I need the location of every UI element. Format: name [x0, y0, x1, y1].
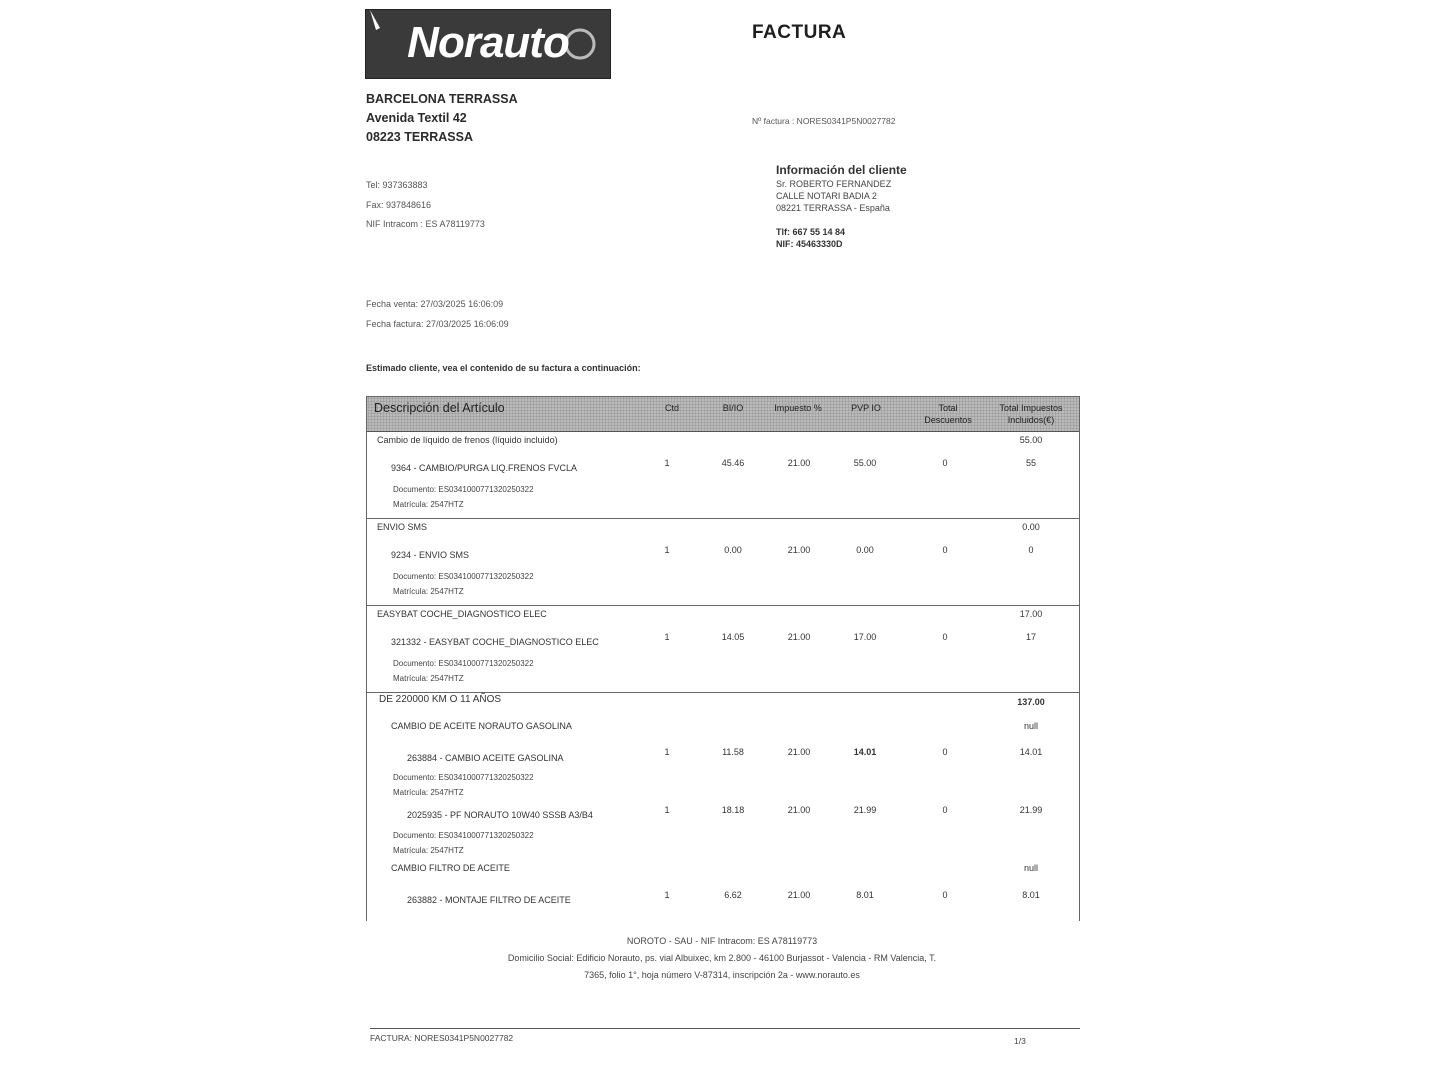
col-qty-header: Ctd [664, 403, 679, 413]
subgroup-total: null [1023, 863, 1038, 873]
line-base: 6.62 [724, 890, 742, 900]
line-qty: 1 [664, 458, 670, 468]
line-disc: 0 [942, 458, 948, 468]
line-pvp: 14.01 [853, 747, 877, 757]
page-number: 1/3 [1014, 1036, 1026, 1046]
norauto-logo [365, 9, 611, 79]
line-desc: 321332 - EASYBAT COCHE_DIAGNOSTICO ELEC [391, 637, 599, 647]
line-disc: 0 [942, 545, 948, 555]
line-disc: 0 [942, 632, 948, 642]
company-line: Domicilio Social: Edificio Norauto, ps. vial Albuixec, km 2.800 - 46100 Burjassot - Valencia - RM Valencia, T. [507, 953, 937, 963]
line-total: 0 [1028, 545, 1034, 555]
group-total: 0.00 [1022, 522, 1040, 532]
line-plate: Matrícula: 2547HTZ [393, 587, 464, 596]
store-tel: Tel: 937363883 [366, 180, 428, 190]
line-qty: 1 [664, 747, 670, 757]
line-pvp: 0.00 [856, 545, 874, 555]
line-base: 18.18 [721, 805, 745, 815]
client-city: 08221 TERRASSA - España [776, 203, 890, 213]
company-info [366, 933, 1078, 984]
line-document: Documento: ES0341000771320250322 [393, 572, 534, 581]
store-city: 08223 TERRASSA [366, 130, 473, 144]
line-total: 17 [1025, 632, 1036, 642]
invoice-date: Fecha factura: 27/03/2025 16:06:09 [366, 319, 509, 329]
col-pvp-header: PVP IO [851, 403, 881, 413]
line-tax: 21.00 [787, 890, 811, 900]
col-disc-header: Total Descuentos [924, 403, 972, 425]
store-nif: NIF Intracom : ES A78119773 [366, 219, 485, 229]
line-base: 45.46 [721, 458, 745, 468]
line-base: 11.58 [722, 747, 744, 757]
line-desc: 263884 - CAMBIO ACEITE GASOLINA [407, 753, 564, 763]
client-phone: Tlf: 667 55 14 84 [776, 227, 846, 237]
col-base-header: BI/IO [722, 403, 744, 413]
line-disc: 0 [942, 805, 948, 815]
logo-text: Norauto [407, 18, 569, 67]
line-plate: Matrícula: 2547HTZ [393, 788, 464, 797]
col-total-header: Total Impuestos Incluidos(€) [999, 403, 1063, 425]
line-total: 14.01 [1019, 747, 1043, 757]
col-tax-header: Impuesto % [774, 403, 822, 413]
group-total: 17.00 [1019, 609, 1043, 619]
sale-date: Fecha venta: 27/03/2025 16:06:09 [366, 299, 504, 309]
store-contact [366, 176, 485, 235]
line-tax: 21.00 [787, 805, 811, 815]
invoice-dates [366, 294, 509, 334]
line-document: Documento: ES0341000771320250322 [393, 831, 534, 840]
line-plate: Matrícula: 2547HTZ [393, 674, 464, 683]
line-qty: 1 [664, 545, 670, 555]
line-qty: 1 [664, 632, 670, 642]
line-disc: 0 [942, 747, 948, 757]
line-tax: 21.00 [787, 632, 811, 642]
line-qty: 1 [664, 805, 670, 815]
group-total: 137.00 [1017, 697, 1045, 707]
table-group [367, 606, 1079, 693]
line-pvp: 8.01 [856, 890, 874, 900]
footer-invoice-ref: FACTURA: NORES0341P5N0027782 [370, 1033, 514, 1043]
client-info [776, 163, 907, 250]
table-header [367, 397, 1079, 432]
line-desc: 9364 - CAMBIO/PURGA LIQ.FRENOS FVCLA [391, 463, 578, 473]
group-title: Cambio de líquido de frenos (líquido incluido) [377, 435, 558, 445]
store-address [366, 90, 518, 147]
subgroup-title: CAMBIO DE ACEITE NORAUTO GASOLINA [391, 721, 572, 731]
table-group [367, 519, 1079, 606]
intro-text: Estimado cliente, vea el contenido de su factura a continuación: [366, 363, 641, 373]
line-pvp: 17.00 [853, 632, 877, 642]
group-title: EASYBAT COCHE_DIAGNOSTICO ELEC [377, 609, 547, 619]
store-name: BARCELONA TERRASSA [366, 92, 518, 106]
line-plate: Matrícula: 2547HTZ [393, 500, 464, 509]
line-base: 0.00 [724, 545, 742, 555]
line-total: 8.01 [1022, 890, 1040, 900]
store-fax: Fax: 937848616 [366, 199, 432, 210]
line-base: 14.05 [721, 632, 745, 642]
subgroup-total: null [1023, 721, 1038, 731]
line-document: Documento: ES0341000771320250322 [393, 773, 534, 782]
document-title: FACTURA [752, 22, 847, 43]
col-desc-header: Descripción del Artículo [374, 401, 505, 415]
group-title: ENVIO SMS [377, 522, 428, 532]
group-title: DE 220000 KM O 11 AÑOS [379, 694, 502, 705]
company-line: 7365, folio 1°, hoja número V-87314, inscripción 2a - www.norauto.es [584, 970, 860, 980]
line-tax: 21.00 [787, 458, 811, 468]
footer-divider [370, 1028, 1080, 1029]
line-pvp: 55.00 [853, 458, 877, 468]
line-tax: 21.00 [787, 545, 811, 555]
table-group [367, 693, 1079, 919]
line-plate: Matrícula: 2547HTZ [393, 846, 464, 855]
line-total: 21.99 [1019, 805, 1043, 815]
table-group [367, 432, 1079, 519]
group-total: 55.00 [1019, 435, 1043, 445]
line-total: 55 [1025, 458, 1036, 468]
line-desc: 9234 - ENVIO SMS [391, 550, 470, 560]
line-qty: 1 [664, 890, 670, 900]
client-heading: Información del cliente [776, 163, 907, 177]
company-line: NOROTO - SAU - NIF Intracom: ES A78119773 [626, 936, 818, 946]
client-name: Sr. ROBERTO FERNANDEZ [776, 179, 892, 189]
invoice-number: Nº factura : NORES0341P5N0027782 [752, 116, 896, 126]
invoice-table [366, 396, 1080, 921]
line-document: Documento: ES0341000771320250322 [393, 485, 534, 494]
line-desc: 2025935 - PF NORAUTO 10W40 SSSB A3/B4 [407, 810, 593, 820]
subgroup-title: CAMBIO FILTRO DE ACEITE [391, 863, 510, 873]
client-street: CALLE NOTARI BADIA 2 [776, 191, 877, 201]
line-document: Documento: ES0341000771320250322 [393, 659, 534, 668]
line-tax: 21.00 [787, 747, 811, 757]
client-nif: NIF: 45463330D [776, 239, 843, 249]
line-desc: 263882 - MONTAJE FILTRO DE ACEITE [407, 895, 571, 905]
store-street: Avenida Textil 42 [366, 111, 467, 125]
line-disc: 0 [942, 890, 948, 900]
line-pvp: 21.99 [853, 805, 877, 815]
